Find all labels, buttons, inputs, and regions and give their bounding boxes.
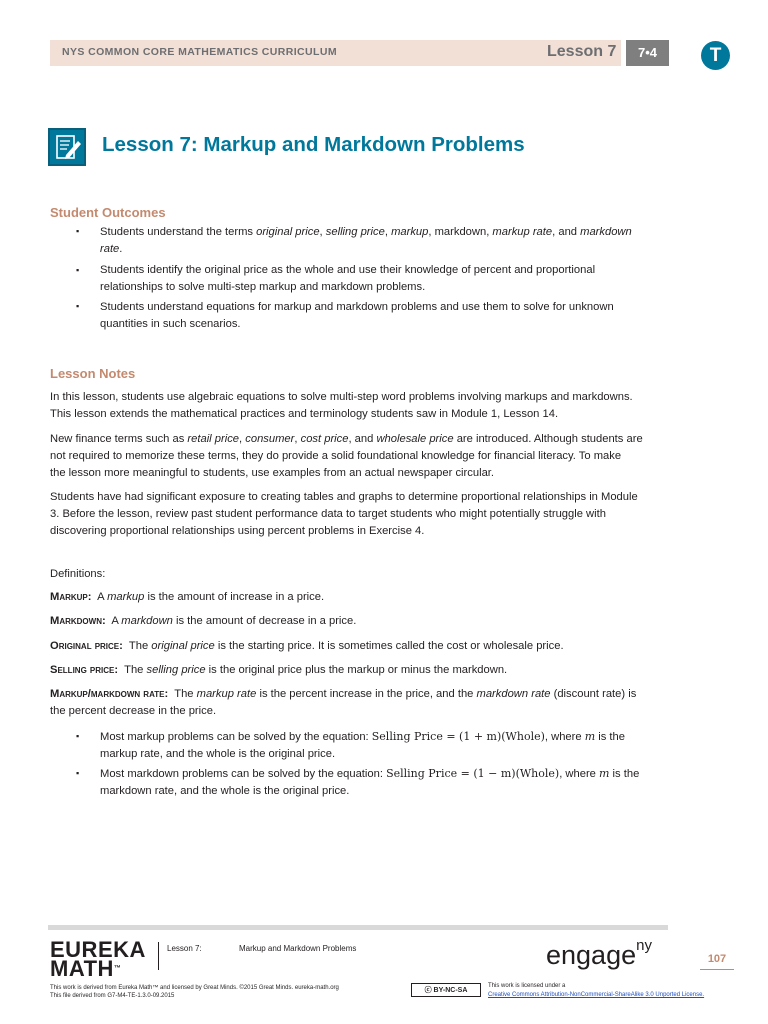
bullet-icon: ▪ <box>76 301 80 311</box>
engageny-logo: engage$^{ny}$ <box>546 937 652 970</box>
outcomes-heading: Student Outcomes <box>50 205 166 220</box>
outcome-2: Students identify the original price as the whole and use their knowledge of percent and proportional relationships to solve multi-step markup and markdown problems. <box>100 264 596 293</box>
cc-license-badge: ⓒ BY-NC-SA <box>411 983 481 997</box>
footer-rule <box>48 925 668 930</box>
outcome-1: Students understand the terms original price, selling price, markup, markdown, markup rate, and markdown rate. <box>100 226 632 255</box>
teacher-badge: T <box>701 41 730 70</box>
outcome-3: Students understand equations for markup and markdown problems and use them to solve for unknown quantities in such scenarios. <box>100 301 614 330</box>
notes-paragraph-3: Students have had significant exposure to creating tables and graphs to determine proportional relationships in Module 3. Before the lesson, review past student performance data to target students who might potentially struggle with discovering proportional relationships using percent problems in Exercise 4. <box>50 491 638 537</box>
page-title: Lesson 7: Markup and Markdown Problems <box>102 133 525 156</box>
module-box: 7•4 <box>626 40 669 66</box>
curriculum-label: NYS COMMON CORE MATHEMATICS CURRICULUM <box>62 46 337 58</box>
lesson-pencil-icon <box>48 128 86 166</box>
notes-paragraph-2: New finance terms such as retail price, consumer, cost price, and wholesale price are introduced. Although students are not required to memorize these terms, they do provide a solid foundational knowledge for financial literacy. To make the lesson more meaningful to students, use examples from an actual newspaper circular. <box>50 433 643 479</box>
markdown-equation: Most markdown problems can be solved by the equation: Selling Price = (1 − m)(Whole), where m is the markdown rate, and the whole is the original price. <box>100 767 640 797</box>
bullet-icon: ▪ <box>76 226 80 236</box>
bullet-icon: ▪ <box>76 768 80 778</box>
eureka-math-logo: EUREKA MATH™ <box>50 937 146 981</box>
definition-selling-price: Selling price: The selling price is the original price plus the markup or minus the markdown. <box>50 664 508 676</box>
page-number: 107 <box>700 953 734 970</box>
license-link[interactable]: Creative Commons Attribution-NonCommercial-ShareAlike 3.0 Unported License. <box>488 992 705 998</box>
cc-icon: ⓒ <box>424 987 432 994</box>
footer-lesson: Lesson 7: <box>167 944 202 953</box>
definition-markup: Markup: A markup is the amount of increase in a price. <box>50 591 325 603</box>
notes-heading: Lesson Notes <box>50 366 136 381</box>
lesson-label: Lesson 7 <box>547 43 617 60</box>
markup-equation: Most markup problems can be solved by the equation: Selling Price = (1 + m)(Whole), where m is the markup rate, and the whole is the original price. <box>100 730 625 760</box>
definition-original-price: Original price: The original price is the starting price. It is sometimes called the cost or wholesale price. <box>50 640 564 652</box>
bullet-icon: ▪ <box>76 265 80 275</box>
footer-credit: This work is derived from Eureka Math™ and licensed by Great Minds. ©2015 Great Minds. eureka-math.org This file derived from G7-M4-TE-1.3.0-09.2015 <box>50 985 339 999</box>
footer-divider <box>158 942 159 970</box>
bullet-icon: ▪ <box>76 731 80 741</box>
definitions-label: Definitions: <box>50 568 106 580</box>
license-text: This work is licensed under a Creative Commons Attribution-NonCommercial-ShareAlike 3.0 Unported License. <box>488 983 705 998</box>
definition-markdown: Markdown: A markdown is the amount of decrease in a price. <box>50 615 357 627</box>
notes-paragraph-1: In this lesson, students use algebraic equations to solve multi-step word problems involving markups and markdowns. This lesson extends the mathematical practices and terminology students saw in Module 1, Lesson 14. <box>50 391 633 420</box>
definition-rate: Markup/markdown rate: The markup rate is the percent increase in the price, and the markdown rate (discount rate) is the percent decrease in the price. <box>50 688 637 717</box>
footer-lesson-title: Markup and Markdown Problems <box>239 944 357 953</box>
